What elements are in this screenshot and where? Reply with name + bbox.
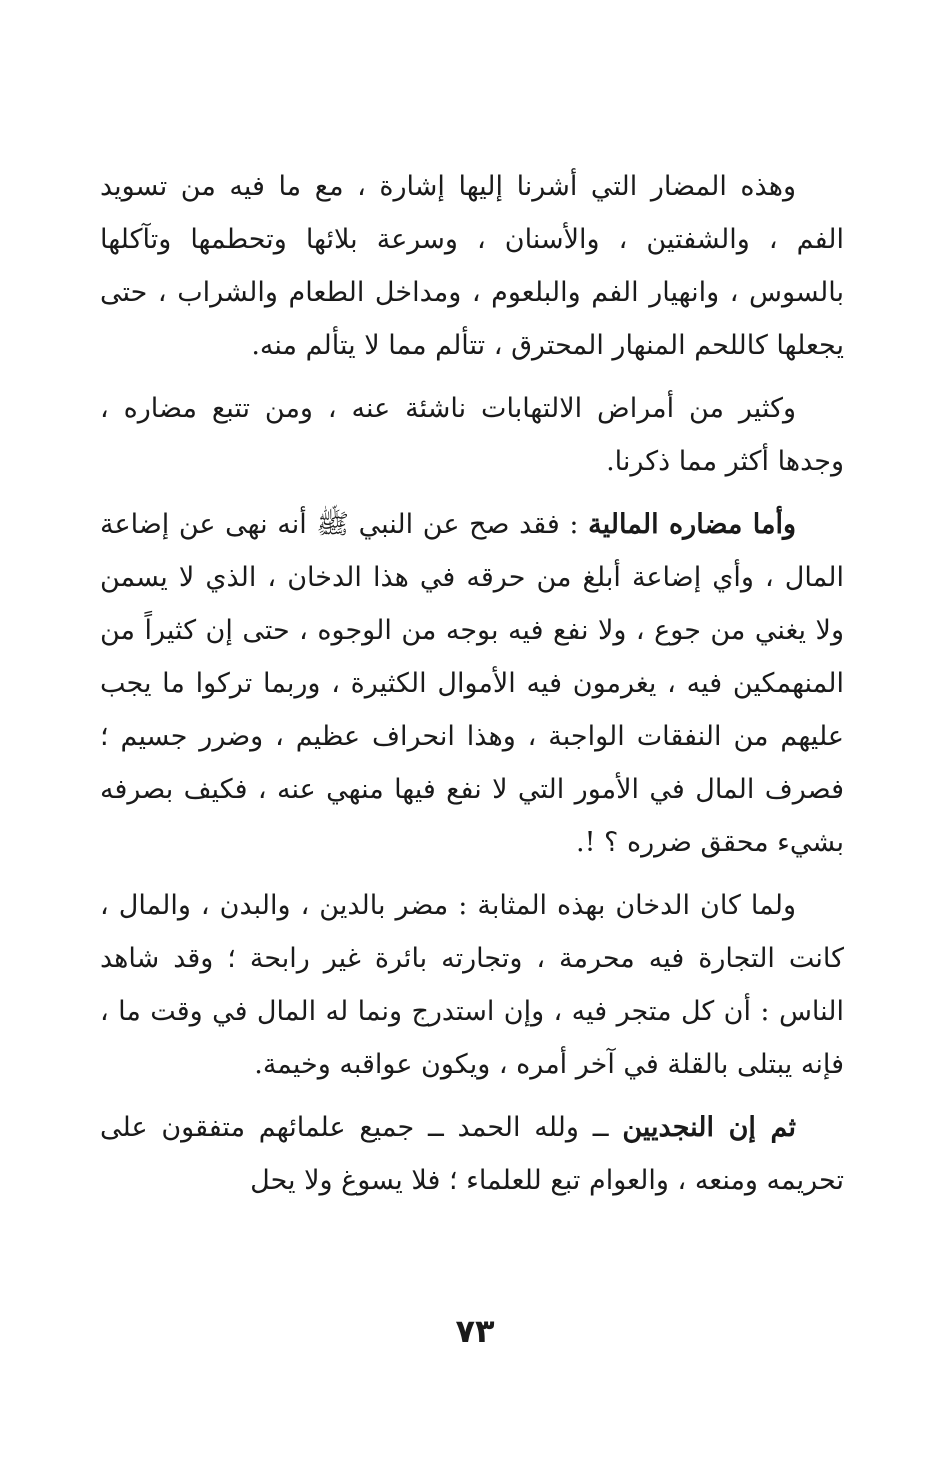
- paragraph-text: ــ ولله الحمد ــ جميع علمائهم متفقون على تحريمه ومنعه ، والعوام تبع للعلماء ؛ فلا يسوغ ولا يحل: [100, 1112, 844, 1196]
- paragraph-text: ولما كان الدخان بهذه المثابة : مضر بالدين ، والبدن ، والمال ، كانت التجارة فيه محرمة ، وتجارته بائرة غير رابحة ؛ وقد شاهد الناس : أن كل متجر فيه ، وإن استدرج ونما له المال في وقت ما ، فإنه يبتلى بالقلة في آخر أمره ، ويكون عواقبه وخيمة.: [100, 890, 844, 1080]
- page-body: [100, 160, 844, 1207]
- paragraph-text: وهذه المضار التي أشرنا إليها إشارة ، مع ما فيه من تسويد الفم ، والشفتين ، والأسنان ، وسرعة بلائها وتحطمها وتآكلها بالسوس ، وانهيار الفم والبلعوم ، ومداخل الطعام والشراب ، حتى يجعلها كاللحم المنهار المحترق ، تتألم مما لا يتألم منه.: [100, 171, 844, 361]
- paragraph-lead-heading: وأما مضاره المالية: [588, 509, 796, 540]
- paragraph-inflammations: [100, 382, 844, 488]
- paragraph-najdi-scholars: [100, 1101, 844, 1207]
- paragraph-text: : فقد صح عن النبي ﷺ أنه نهى عن إضاعة المال ، وأي إضاعة أبلغ من حرقه في هذا الدخان ، الذي لا يسمن ولا يغني من جوع ، ولا نفع فيه بوجه من الوجوه ، حتى إن كثيراً من المنهمكين فيه ، يغرمون فيه الأموال الكثيرة ، وربما تركوا ما يجب عليهم من النفقات الواجبة ، وهذا انحراف عظيم ، وضرر جسيم ؛ فصرف المال في الأمور التي لا نفع فيها منهي عنه ، فكيف بصرفه بشيء محقق ضرره ؟ !.: [100, 509, 844, 858]
- paragraph-text: وكثير من أمراض الالتهابات ناشئة عنه ، ومن تتبع مضاره ، وجدها أكثر مما ذكرنا.: [100, 393, 844, 477]
- page-number: ٧٣: [455, 1312, 495, 1350]
- paragraph-trade-forbidden: [100, 879, 844, 1091]
- paragraph-smoking-harms: [100, 160, 844, 372]
- paragraph-lead-heading: ثم إن النجديين: [622, 1112, 796, 1143]
- paragraph-financial-harms: [100, 498, 844, 869]
